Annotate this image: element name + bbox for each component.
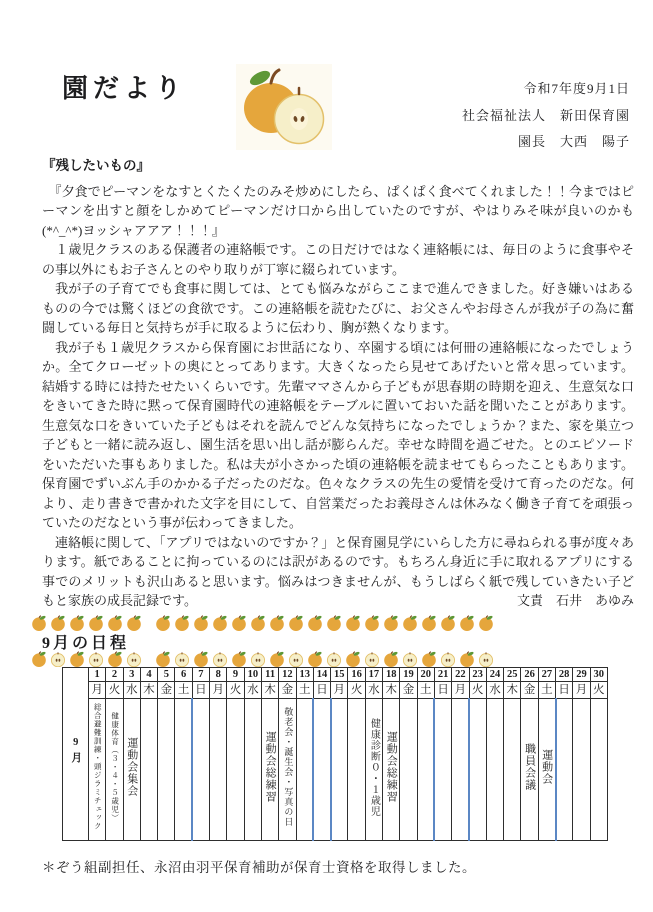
pear-icon (30, 615, 48, 631)
day-number-cell: 16 (348, 668, 365, 682)
pear-icon (49, 615, 67, 631)
day-weekday-cell: 月 (331, 682, 348, 699)
day-event-cell (192, 699, 209, 841)
pear-icon (30, 651, 48, 667)
day-weekday-cell: 月 (573, 682, 590, 699)
day-event-cell (365, 699, 382, 841)
day-weekday-cell: 木 (504, 682, 521, 699)
day-number-cell: 29 (573, 668, 590, 682)
footnote: ＊ぞう組副担任、永沼由羽平保育補助が保育士資格を取得しました。 (42, 860, 476, 875)
pear-icon (306, 615, 324, 631)
pear-group (30, 615, 143, 631)
day-number-cell: 27 (538, 668, 555, 682)
day-weekday-cell: 金 (279, 682, 296, 699)
day-event-cell (313, 699, 330, 841)
organization-name: 社会福祉法人 新田保育園 (461, 107, 630, 123)
day-weekday-cell: 木 (140, 682, 157, 699)
day-event-cell (383, 699, 400, 841)
day-event-cell (158, 699, 175, 841)
day-event-cell (210, 699, 227, 841)
event-label: 健康体育（３・４・５歳児） (110, 711, 120, 823)
day-weekday-cell: 金 (158, 682, 175, 699)
article-body (42, 182, 634, 611)
schedule-heading: 9月の日程 (42, 635, 130, 652)
day-number-cell: 13 (296, 668, 313, 682)
article-signature: 文責 石井 あゆみ (516, 593, 634, 608)
day-number-cell: 12 (279, 668, 296, 682)
pear-icon (458, 651, 476, 667)
day-weekday-cell: 金 (521, 682, 538, 699)
pear-icon (268, 651, 286, 667)
day-number-cell: 10 (244, 668, 261, 682)
pear-icon (68, 651, 86, 667)
september-schedule-table (62, 667, 608, 841)
pear-decoration-row-bottom (30, 651, 495, 667)
day-event-cell (521, 699, 538, 841)
day-event-cell (140, 699, 157, 841)
pear-icon (287, 615, 305, 631)
day-weekday-cell: 火 (590, 682, 607, 699)
event-label: 敬老会・誕生会・写真の日 (283, 707, 294, 827)
day-number-cell: 20 (417, 668, 434, 682)
day-number-cell: 22 (452, 668, 469, 682)
day-weekday-cell: 木 (261, 682, 278, 699)
day-weekday-cell: 土 (296, 682, 313, 699)
pear-group (154, 651, 495, 667)
pear-icon (249, 615, 267, 631)
pear-icon (420, 615, 438, 631)
day-event-cell (486, 699, 503, 841)
pear-icon (344, 651, 362, 667)
pear-icon (458, 615, 476, 631)
pear-icon (439, 615, 457, 631)
day-weekday-cell: 月 (210, 682, 227, 699)
day-number-cell: 14 (313, 668, 330, 682)
day-number-cell: 2 (106, 668, 123, 682)
pear-icon (306, 651, 324, 667)
day-number-cell: 17 (365, 668, 382, 682)
pear-decoration-row-top (30, 615, 495, 631)
article (42, 156, 634, 611)
pear-icon (154, 615, 172, 631)
day-weekday-cell: 水 (123, 682, 140, 699)
day-weekday-cell: 土 (538, 682, 555, 699)
pear-icon (211, 615, 229, 631)
principal-name: 園長 大西 陽子 (517, 134, 630, 149)
event-label: 運動会総練習 (385, 731, 398, 803)
day-number-cell: 9 (227, 668, 244, 682)
event-label: 職員会議 (523, 743, 536, 791)
day-event-cell (400, 699, 417, 841)
day-number-cell: 24 (486, 668, 503, 682)
article-heading: 『残したいもの』 (42, 158, 150, 173)
day-weekday-cell: 日 (556, 682, 573, 699)
pear-icon (68, 615, 86, 631)
pear-icon (268, 615, 286, 631)
pear-half-icon (173, 651, 191, 667)
day-weekday-cell: 月 (452, 682, 469, 699)
day-event-cell (106, 699, 123, 841)
pear-icon (173, 615, 191, 631)
day-event-cell (261, 699, 278, 841)
day-weekday-cell: 日 (313, 682, 330, 699)
day-number-cell: 25 (504, 668, 521, 682)
article-paragraph: 我が子の子育てでも食事に関しては、とても悩みながらここまで進んできました。好き嫌いはあるものの今では驚くほどの食欲です。この連絡帳を読むたびに、お父さんやお母さんが我が子の為に奮闘している毎日と気持ちが手に取るように伝わり、胸が熱くなります。 (42, 281, 634, 335)
day-number-cell: 4 (140, 668, 157, 682)
pear-icon (382, 651, 400, 667)
pear-icon (125, 615, 143, 631)
pear-half-icon (87, 651, 105, 667)
pear-icon (106, 615, 124, 631)
event-label: 運動会集会 (125, 737, 138, 797)
day-event-cell (417, 699, 434, 841)
pear-icon (401, 615, 419, 631)
day-event-cell (556, 699, 573, 841)
pear-icon (363, 615, 381, 631)
event-label: 健康診断０・１歳児 (368, 717, 380, 817)
day-weekday-cell: 日 (434, 682, 451, 699)
day-number-cell: 30 (590, 668, 607, 682)
day-event-cell (244, 699, 261, 841)
day-weekday-cell: 月 (89, 682, 106, 699)
pear-half-icon (477, 651, 495, 667)
pear-icon (344, 615, 362, 631)
day-number-cell: 28 (556, 668, 573, 682)
pear-half-icon (439, 651, 457, 667)
day-event-cell (538, 699, 555, 841)
day-event-cell (452, 699, 469, 841)
pear-icon (382, 615, 400, 631)
day-number-cell: 7 (192, 668, 209, 682)
pear-icon (230, 651, 248, 667)
pear-icon (477, 615, 495, 631)
day-weekday-cell: 土 (417, 682, 434, 699)
day-number-cell: 5 (158, 668, 175, 682)
day-number-cell: 11 (261, 668, 278, 682)
page-title: 園だより (62, 74, 187, 103)
pear-icon (192, 615, 210, 631)
pear-icon (87, 615, 105, 631)
day-event-cell (573, 699, 590, 841)
article-paragraph: 『夕食でピーマンをなすとくたくたのみそ炒めにしたら、ぱくぱく食べてくれました！！今まではピーマンを出すと顔をしかめてピーマンだけ口から出していたのですが、やはりみそ味が良いのかも(*^_^*)ヨッシャアアア！！！』 (42, 183, 634, 238)
day-number-cell: 21 (434, 668, 451, 682)
day-number-cell: 19 (400, 668, 417, 682)
day-number-cell: 23 (469, 668, 486, 682)
day-number-cell: 3 (123, 668, 140, 682)
pear-half-icon (401, 651, 419, 667)
event-label: 運動会総練習 (264, 731, 277, 803)
day-event-cell (434, 699, 451, 841)
schedule-row-nums (63, 668, 608, 682)
day-weekday-cell: 水 (486, 682, 503, 699)
day-weekday-cell: 水 (365, 682, 382, 699)
day-event-cell (590, 699, 607, 841)
day-number-cell: 26 (521, 668, 538, 682)
month-label-cell (63, 668, 89, 841)
pear-group (154, 615, 495, 631)
pear-icon (420, 651, 438, 667)
pear-icon (106, 651, 124, 667)
issue-date: 令和7年度9月1日 (523, 81, 630, 96)
schedule-row-events (63, 699, 608, 841)
event-label: 運動会 (540, 749, 553, 785)
day-weekday-cell: 金 (400, 682, 417, 699)
day-event-cell (227, 699, 244, 841)
day-number-cell: 8 (210, 668, 227, 682)
article-paragraph: 連絡帳に関して、「アプリではないのですか？」と保育園見学にいらした方に尋ねられる事が度々あります。紙であることに拘っているのには訳があるのです。もちろん身近に手に取れるアプリにする事でのメリットも沢山あると思います。悩みはつきませんが、もうしばらく紙で残していきたい子どもと家族の成長記録です。 (42, 534, 634, 608)
day-number-cell: 1 (89, 668, 106, 682)
pear-half-icon (211, 651, 229, 667)
day-event-cell (123, 699, 140, 841)
event-label: 総合避難訓練・頭ジラミチェック (93, 703, 103, 831)
day-event-cell (348, 699, 365, 841)
day-number-cell: 15 (331, 668, 348, 682)
schedule-row-dows (63, 682, 608, 699)
day-weekday-cell: 火 (106, 682, 123, 699)
pear-icon (192, 651, 210, 667)
pear-half-icon (49, 651, 67, 667)
pear-icon (325, 615, 343, 631)
day-event-cell (504, 699, 521, 841)
day-weekday-cell: 火 (227, 682, 244, 699)
day-weekday-cell: 土 (175, 682, 192, 699)
day-weekday-cell: 木 (383, 682, 400, 699)
day-weekday-cell: 水 (244, 682, 261, 699)
pear-icon (230, 615, 248, 631)
day-weekday-cell: 火 (348, 682, 365, 699)
day-weekday-cell: 日 (192, 682, 209, 699)
article-paragraph: 我が子も１歳児クラスから保育園にお世話になり、卒園する頃には何冊の連絡帳になったでしょうか。全てクローゼットの奥にとってあります。大きくなったら見せてあげたいと常々思っています。結婚する時には持たせたいくらいです。先輩ママさんから子どもが思春期の時期を迎え、生意気な口をきいてきた時に黙って保育園時代の連絡帳をテーブルに置いておいた話を聞いたことがあります。生意気な口をきいていた子どもはそれを読んでどんな気持ちになったでしょうか？また、家を巣立つ子どもと一緒に読み返し、園生活を思い出し話が膨らんだ。幸せな時間を過ごせた。とのエピソードをいただいた事もありました。私は夫が小さかった頃の連絡帳を読ませてもらったこともあります。保育園でずいぶん手のかかる子だったのだな。色々なクラスの先生の愛情を受けて育ったのだな。何より、走り書きで書かれた文字を目にして、自営業だったお義母さんは休みなく働き子育てを頑張っていたのだなという事が伝わってきました。 (42, 339, 634, 530)
schedule-table-wrap (62, 667, 608, 841)
pear-group (30, 651, 143, 667)
day-event-cell (279, 699, 296, 841)
pear-icon (154, 651, 172, 667)
day-event-cell (296, 699, 313, 841)
pear-half-icon (363, 651, 381, 667)
day-weekday-cell: 火 (469, 682, 486, 699)
day-number-cell: 18 (383, 668, 400, 682)
pear-illustration (236, 64, 332, 150)
header-meta (462, 76, 630, 156)
day-number-cell: 6 (175, 668, 192, 682)
pear-half-icon (287, 651, 305, 667)
pear-half-icon (249, 651, 267, 667)
pear-half-icon (125, 651, 143, 667)
day-event-cell (469, 699, 486, 841)
month-label: 9月 (70, 737, 82, 767)
day-event-cell (175, 699, 192, 841)
day-event-cell (89, 699, 106, 841)
article-paragraph: １歳児クラスのある保護者の連絡帳です。この日だけではなく連絡帳には、毎日のように食事やその事以外にもお子さんとのやり取りが丁寧に綴られています。 (42, 242, 634, 277)
pear-illustration-image (236, 64, 332, 150)
day-event-cell (331, 699, 348, 841)
pear-half-icon (325, 651, 343, 667)
